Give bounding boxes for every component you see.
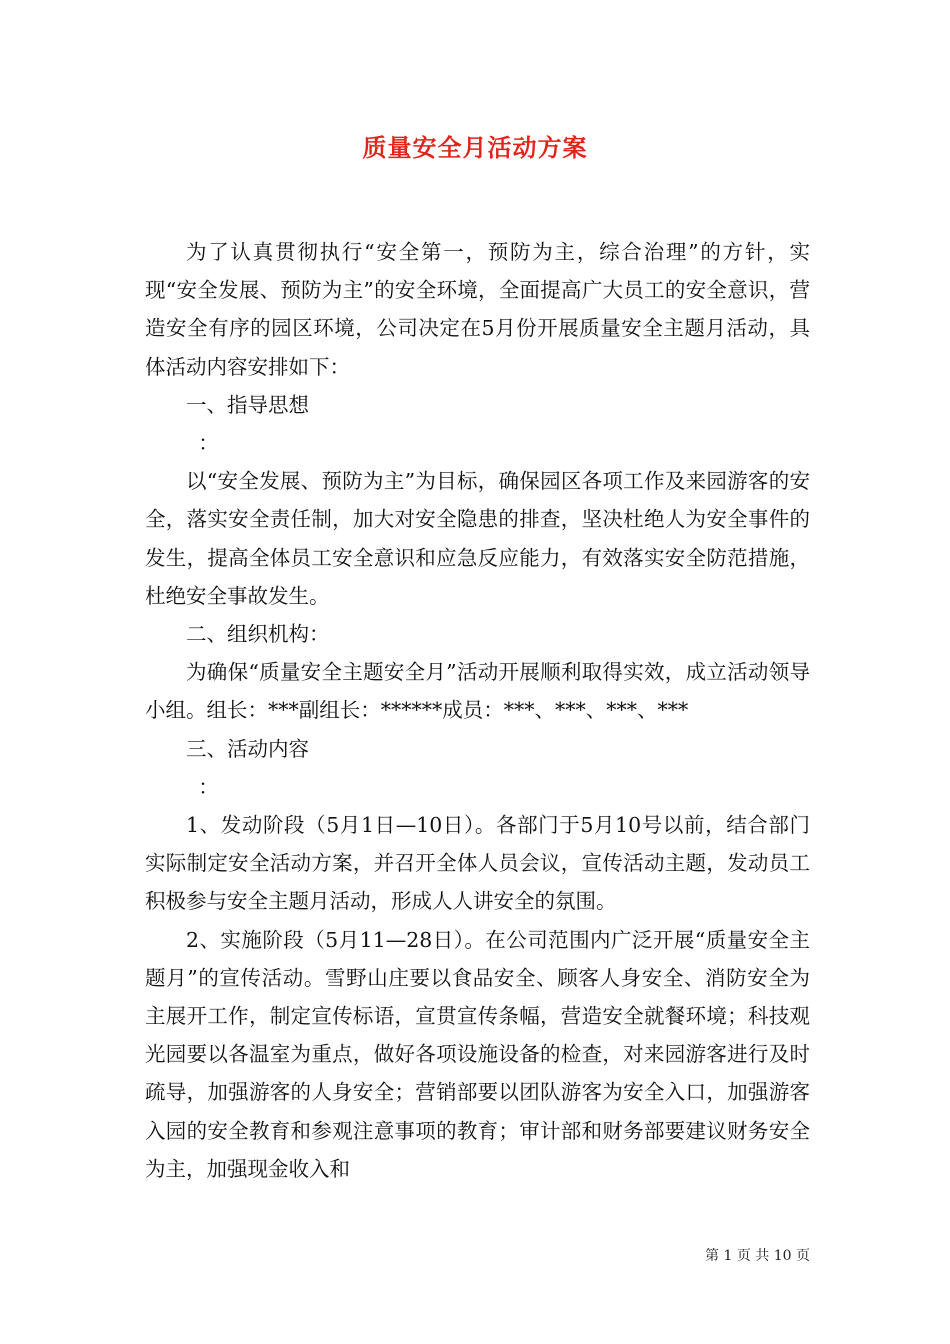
paragraph-guiding-ideology: 以“安全发展、预防为主”为目标，确保园区各项工作及来园游客的安全，落实安全责任制，加大对安全隐患的排查，坚决杜绝人为安全事件的发生，提高全体员工安全意识和应急反应能力，有效落实安全防范措施，杜绝安全事故发生。 [145,469,810,608]
paragraph-organization: 为确保“质量安全主题安全月”活动开展顺利取得实效，成立活动领导小组。组长：***副组长：******成员：***、***、***、*** [145,660,810,723]
document-body [145,233,810,1188]
page-number: 第 1 页 共 10 页 [705,1248,810,1264]
paragraph-launch-phase: 1、发动阶段（5月1日—10日）。各部门于5月10号以前，结合部门实际制定安全活动方案，并召开全体人员会议，宣传活动主题，发动员工积极参与安全主题月活动，形成人人讲安全的氛围。 [145,813,810,914]
paragraph-implementation-phase: 2、实施阶段（5月11—28日）。在公司范围内广泛开展“质量安全主题月”的宣传活动。雪野山庄要以食品安全、顾客人身安全、消防安全为主展开工作，制定宣传标语，宣贯宣传条幅，营造安全就餐环境；科技观光园要以各温室为重点，做好各项设施设备的检查，对来园游客进行及时疏导，加强游客的人身安全；营销部要以团队游客为安全入口，加强游客入园的安全教育和参观注意事项的教育；审计部和财务部要建议财务安全为主，加强现金收入和 [145,927,810,1181]
section-heading-organization: 二、组织机构： [186,622,330,647]
document-title: 质量安全月活动方案 [362,133,588,162]
section-heading-activities: 三、活动内容 [186,736,309,761]
section-colon: ： [198,431,219,456]
section-heading-guiding-ideology: 一、指导思想 [186,392,309,417]
section-colon: ： [198,774,219,799]
paragraph-intro: 为了认真贯彻执行“安全第一，预防为主，综合治理”的方针，实现“安全发展、预防为主”的安全环境，全面提高广大员工的安全意识，营造安全有序的园区环境，公司决定在5月份开展质量安全主题月活动，具体活动内容安排如下： [145,240,810,379]
